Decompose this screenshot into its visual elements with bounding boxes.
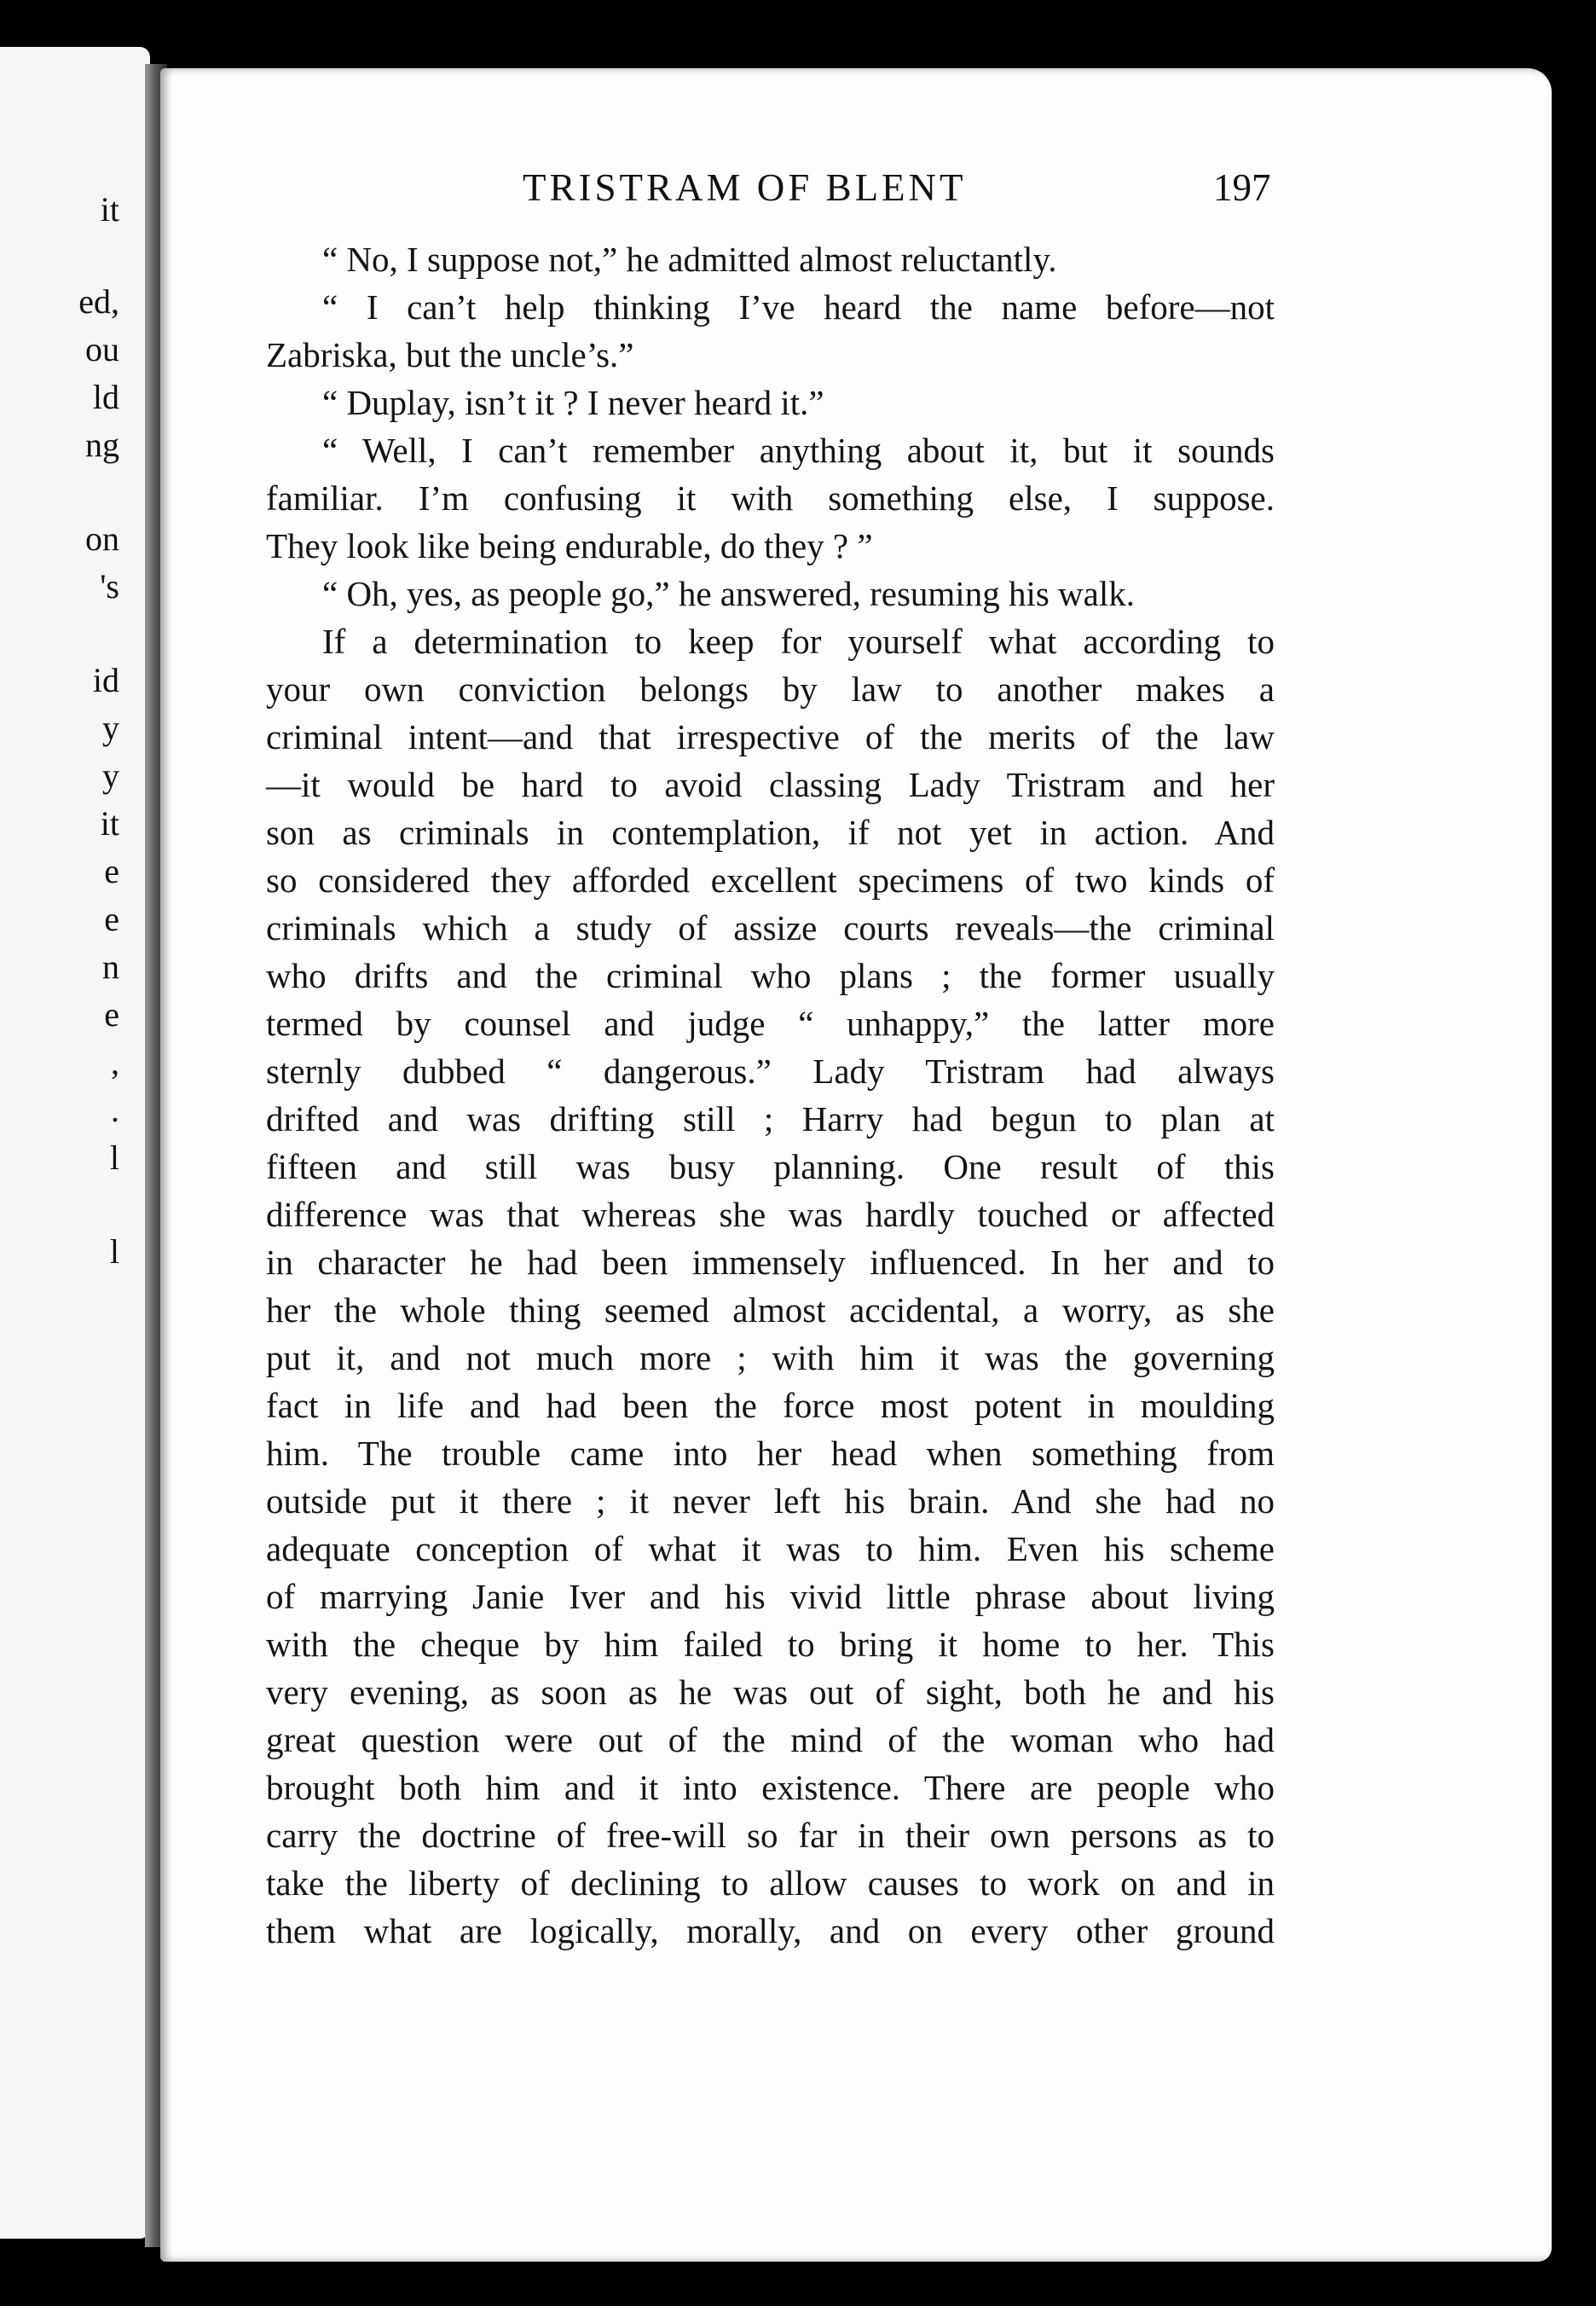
left-page-fragment: id [92, 661, 119, 699]
text-line: “ Oh, yes, as people go,” he answered, resuming his walk. [322, 574, 1135, 613]
page-number: 197 [1213, 166, 1271, 209]
text-line: “ Well, I can’t remember anything about it, but it sounds [322, 431, 1275, 470]
text-line: drifted and was drifting still ; Harry had begun to plan at [266, 1099, 1275, 1139]
left-page-fragment: it [100, 804, 119, 843]
text-line: brought both him and it into existence. There are people who [266, 1768, 1275, 1807]
text-line: her the whole thing seemed almost accidental, a worry, as she [266, 1290, 1275, 1330]
text-line: fifteen and still was busy planning. One result of this [266, 1147, 1275, 1186]
left-page-fragment: e [104, 995, 119, 1034]
text-line: criminals which a study of assize courts reveals—the criminal [266, 908, 1275, 947]
left-page-fragment: ou [85, 330, 119, 368]
text-line: son as criminals in contemplation, if not yet in action. And [266, 813, 1275, 852]
text-line: Zabriska, but the uncle’s.” [266, 335, 634, 374]
left-page-fragment: ld [92, 378, 119, 416]
text-line: take the liberty of declining to allow causes to work on and in [266, 1863, 1275, 1903]
left-page-fragment: ng [85, 426, 119, 464]
left-page-fragment: n [102, 947, 119, 986]
text-line: adequate conception of what it was to him. Even his scheme [266, 1529, 1275, 1568]
text-line: them what are logically, morally, and on every other ground [266, 1911, 1275, 1950]
left-page-fragment: y [102, 709, 119, 747]
left-page-fragment: e [104, 852, 119, 890]
text-line: so considered they afforded excellent specimens of two kinds of [266, 860, 1275, 900]
left-page-edge [0, 47, 150, 2239]
text-line: outside put it there ; it never left his brain. And she had no [266, 1481, 1275, 1521]
text-line: criminal intent—and that irrespective of the merits of the law [266, 717, 1275, 756]
left-page-fragment: on [85, 519, 119, 558]
text-line: sternly dubbed “ dangerous.” Lady Tristram had always [266, 1052, 1275, 1091]
left-page-fragment: . [111, 1091, 119, 1129]
text-line: —it would be hard to avoid classing Lady Tristram and her [266, 765, 1275, 804]
book-page [160, 68, 1552, 2262]
left-page-fragment: , [111, 1043, 119, 1081]
text-line: in character he had been immensely influenced. In her and to [266, 1243, 1275, 1282]
text-line: “ Duplay, isn’t it ? I never heard it.” [322, 383, 824, 422]
left-page-fragment: y [102, 756, 119, 795]
running-title: TRISTRAM OF BLENT [523, 166, 967, 209]
text-line: your own conviction belongs by law to another makes a [266, 669, 1275, 709]
text-line: with the cheque by him failed to bring it home to her. This [266, 1625, 1275, 1664]
text-line: great question were out of the mind of the woman who had [266, 1720, 1275, 1759]
text-line: familiar. I’m confusing it with something else, I suppose. [266, 478, 1275, 518]
left-page-fragment: l [109, 1139, 119, 1177]
text-line: fact in life and had been the force most potent in moulding [266, 1386, 1275, 1425]
text-line: him. The trouble came into her head when something from [266, 1434, 1275, 1473]
text-line: difference was that whereas she was hardly touched or affected [266, 1195, 1275, 1234]
text-line: “ No, I suppose not,” he admitted almost reluctantly. [322, 240, 1057, 279]
text-line: “ I can’t help thinking I’ve heard the name before—not [322, 287, 1275, 327]
text-line: very evening, as soon as he was out of sight, both he and his [266, 1672, 1275, 1712]
text-line: If a determination to keep for yourself what according to [322, 622, 1275, 661]
left-page-fragment: l [109, 1232, 119, 1271]
left-page-fragment: ed, [78, 282, 119, 321]
text-line: carry the doctrine of free-will so far in their own persons as to [266, 1816, 1275, 1855]
text-line: put it, and not much more ; with him it was the governing [266, 1338, 1275, 1377]
text-line: They look like being endurable, do they ? ” [266, 526, 873, 565]
text-line: termed by counsel and judge “ unhappy,” the latter more [266, 1004, 1275, 1043]
text-line: who drifts and the criminal who plans ; the former usually [266, 956, 1275, 995]
text-line: of marrying Janie Iver and his vivid little phrase about living [266, 1577, 1275, 1616]
left-page-fragment: it [100, 190, 119, 229]
left-page-fragment: e [104, 900, 119, 938]
page-body-text [266, 235, 1275, 1955]
left-page-fragment: 's [100, 567, 119, 605]
